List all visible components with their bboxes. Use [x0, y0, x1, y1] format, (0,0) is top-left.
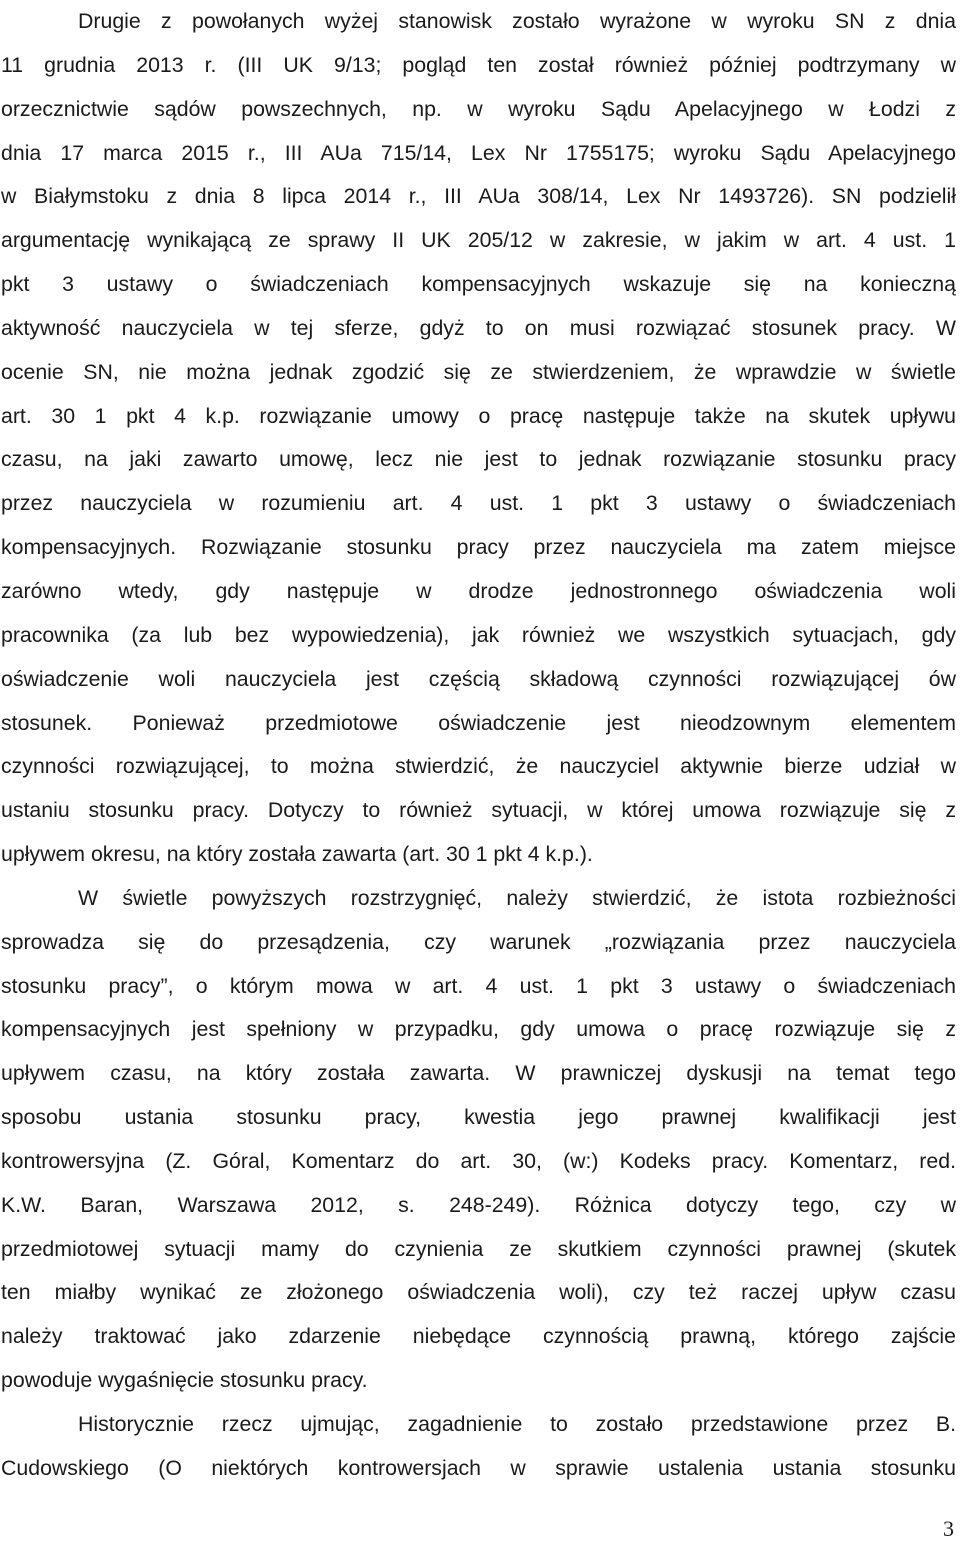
text-line: sprowadza się do przesądzenia, czy warunek „rozwiązania przez nauczyciela: [1, 929, 956, 954]
text-line: Drugie z powołanych wyżej stanowisk zostało wyrażone w wyroku SN z dnia: [78, 9, 956, 33]
text-line: kompensacyjnych. Rozwiązanie stosunku pracy przez nauczyciela ma zatem miejsce: [1, 535, 956, 560]
text-line: w Białymstoku z dnia 8 lipca 2014 r., III AUa 308/14, Lex Nr 1493726). SN podzielił: [1, 184, 956, 209]
text-line: stosunku pracy”, o którym mowa w art. 4 ust. 1 pkt 3 ustawy o świadczeniach: [1, 973, 956, 998]
body-text: [1, 0, 956, 1491]
text-line: pracownika (za lub bez wypowiedzenia), jak również we wszystkich sytuacjach, gdy: [1, 622, 956, 647]
text-line: sposobu ustania stosunku pracy, kwestia jego prawnej kwalifikacji jest: [1, 1105, 956, 1130]
text-line: ten miałby wynikać ze złożonego oświadczenia woli), czy też raczej upływ czasu: [1, 1280, 956, 1305]
text-line: ocenie SN, nie można jednak zgodzić się ze stwierdzeniem, że wprawdzie w świetle: [1, 359, 956, 384]
text-line: należy traktować jako zdarzenie niebędące czynnością prawną, którego zajście: [1, 1324, 956, 1349]
text-line: kontrowersyjna (Z. Góral, Komentarz do art. 30, (w:) Kodeks pracy. Komentarz, red.: [1, 1148, 956, 1173]
text-line: pkt 3 ustawy o świadczeniach kompensacyjnych wskazuje się na konieczną: [1, 272, 956, 297]
text-line: aktywność nauczyciela w tej sferze, gdyż to on musi rozwiązać stosunek pracy. W: [1, 315, 956, 340]
text-line: orzecznictwie sądów powszechnych, np. w wyroku Sądu Apelacyjnego w Łodzi z: [1, 96, 956, 121]
text-line: oświadczenie woli nauczyciela jest częścią składową czynności rozwiązującej ów: [1, 666, 956, 691]
page-number: 3: [943, 1516, 954, 1541]
text-line: argumentację wynikającą ze sprawy II UK 205/12 w zakresie, w jakim w art. 4 ust. 1: [1, 228, 956, 253]
text-line: art. 30 1 pkt 4 k.p. rozwiązanie umowy o pracę następuje także na skutek upływu: [1, 403, 956, 428]
text-line: powoduje wygaśnięcie stosunku pracy.: [1, 1368, 368, 1393]
text-line: przedmiotowej sytuacji mamy do czynienia ze skutkiem czynności prawnej (skutek: [1, 1236, 956, 1261]
text-line: upływem czasu, na który została zawarta. W prawniczej dyskusji na temat tego: [1, 1061, 956, 1086]
text-line: przez nauczyciela w rozumieniu art. 4 ust. 1 pkt 3 ustawy o świadczeniach: [1, 491, 956, 516]
text-line: upływem okresu, na który została zawarta (art. 30 1 pkt 4 k.p.).: [1, 842, 593, 867]
text-line: Cudowskiego (O niektórych kontrowersjach w sprawie ustalenia ustania stosunku: [1, 1455, 956, 1480]
text-line: 11 grudnia 2013 r. (III UK 9/13; pogląd ten został również później podtrzymany w: [1, 52, 956, 77]
text-line: czynności rozwiązującej, to można stwierdzić, że nauczyciel aktywnie bierze udział w: [1, 754, 956, 779]
text-line: W świetle powyższych rozstrzygnięć, należy stwierdzić, że istota rozbieżności: [78, 885, 956, 910]
text-line: Historycznie rzecz ujmując, zagadnienie to zostało przedstawione przez B.: [78, 1412, 956, 1436]
text-line: kompensacyjnych jest spełniony w przypadku, gdy umowa o pracę rozwiązuje się z: [1, 1017, 956, 1042]
text-line: K.W. Baran, Warszawa 2012, s. 248-249). Różnica dotyczy tego, czy w: [1, 1192, 956, 1217]
text-line: zarówno wtedy, gdy następuje w drodze jednostronnego oświadczenia woli: [1, 578, 956, 603]
text-line: czasu, na jaki zawarto umowę, lecz nie jest to jednak rozwiązanie stosunku pracy: [1, 447, 956, 472]
text-line: dnia 17 marca 2015 r., III AUa 715/14, Lex Nr 1755175; wyroku Sądu Apelacyjnego: [1, 140, 956, 165]
text-line: ustaniu stosunku pracy. Dotyczy to również sytuacji, w której umowa rozwiązuje się z: [1, 798, 956, 823]
text-line: stosunek. Ponieważ przedmiotowe oświadczenie jest nieodzownym elementem: [1, 710, 956, 735]
